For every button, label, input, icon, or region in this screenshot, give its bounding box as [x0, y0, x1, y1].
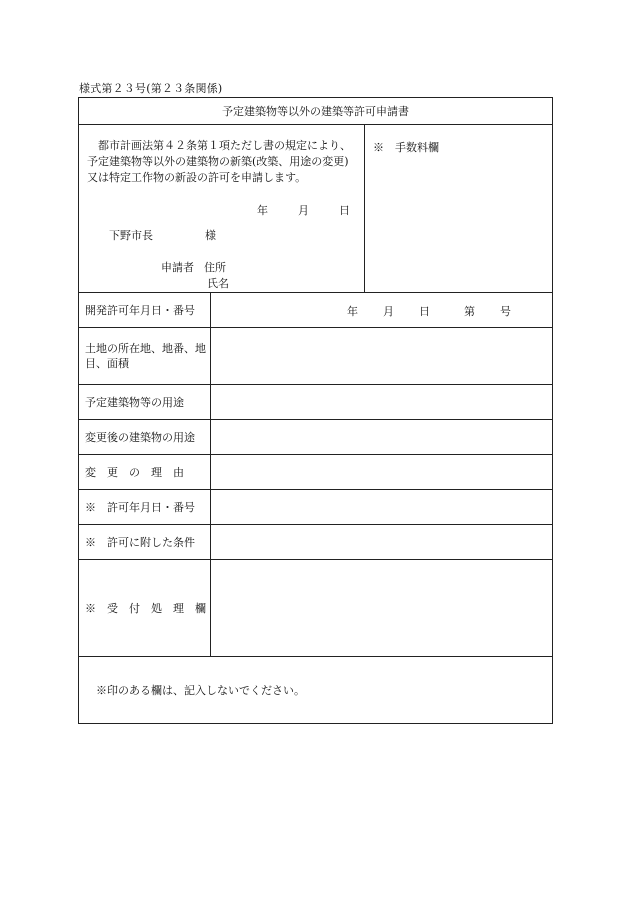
permit-year: 年 [347, 305, 358, 318]
address-label: 住所 [204, 261, 226, 274]
fee-column: ※ 手数料欄 [365, 125, 553, 293]
application-statement-cell [79, 125, 365, 293]
name-label: 氏名 [207, 277, 229, 290]
reception-label: ※ 受 付 処 理 欄 [79, 560, 211, 657]
reason-label: 変 更 の 理 由 [79, 455, 211, 490]
changed-use-label: 変更後の建築物の用途 [79, 420, 211, 455]
permission-date-field [211, 490, 553, 525]
application-date-line [257, 202, 364, 218]
permit-no-prefix: 第 [464, 305, 475, 318]
planned-use-field [211, 385, 553, 420]
permit-month: 月 [383, 305, 394, 318]
addressee-honorific: 様 [205, 229, 216, 242]
application-month: 月 [298, 204, 309, 217]
reason-field [211, 455, 553, 490]
land-label: 土地の所在地、地番、地目、面積 [79, 328, 211, 385]
permit-date-field [211, 293, 553, 328]
form-code: 様式第２３号(第２３条関係) [79, 82, 223, 95]
form-title: 予定建築物等以外の建築等許可申請書 [79, 98, 553, 125]
permission-date-label: ※ 許可年月日・番号 [79, 490, 211, 525]
application-body-text: 都市計画法第４２条第１項ただし書の規定により、予定建築物等以外の建築物の新築(改築、用途の変更)又は特定工作物の新設の許可を申請します。 [87, 139, 351, 184]
addressee: 下野市長 [109, 229, 153, 242]
permit-date-label: 開発許可年月日・番号 [79, 293, 211, 328]
applicant-label: 申請者 [161, 261, 194, 274]
applicant-block [161, 260, 364, 292]
land-field [211, 328, 553, 385]
footer-note: ※印のある欄は、記入しないでください。 [79, 657, 553, 724]
application-day: 日 [339, 204, 350, 217]
application-year: 年 [257, 204, 268, 217]
permit-no-suffix: 号 [500, 305, 511, 318]
changed-use-field [211, 420, 553, 455]
reception-field [211, 560, 553, 657]
conditions-label: ※ 許可に附した条件 [79, 525, 211, 560]
addressee-line [109, 227, 364, 243]
conditions-field [211, 525, 553, 560]
application-form-table [78, 97, 553, 724]
permit-day: 日 [419, 305, 430, 318]
planned-use-label: 予定建築物等の用途 [79, 385, 211, 420]
